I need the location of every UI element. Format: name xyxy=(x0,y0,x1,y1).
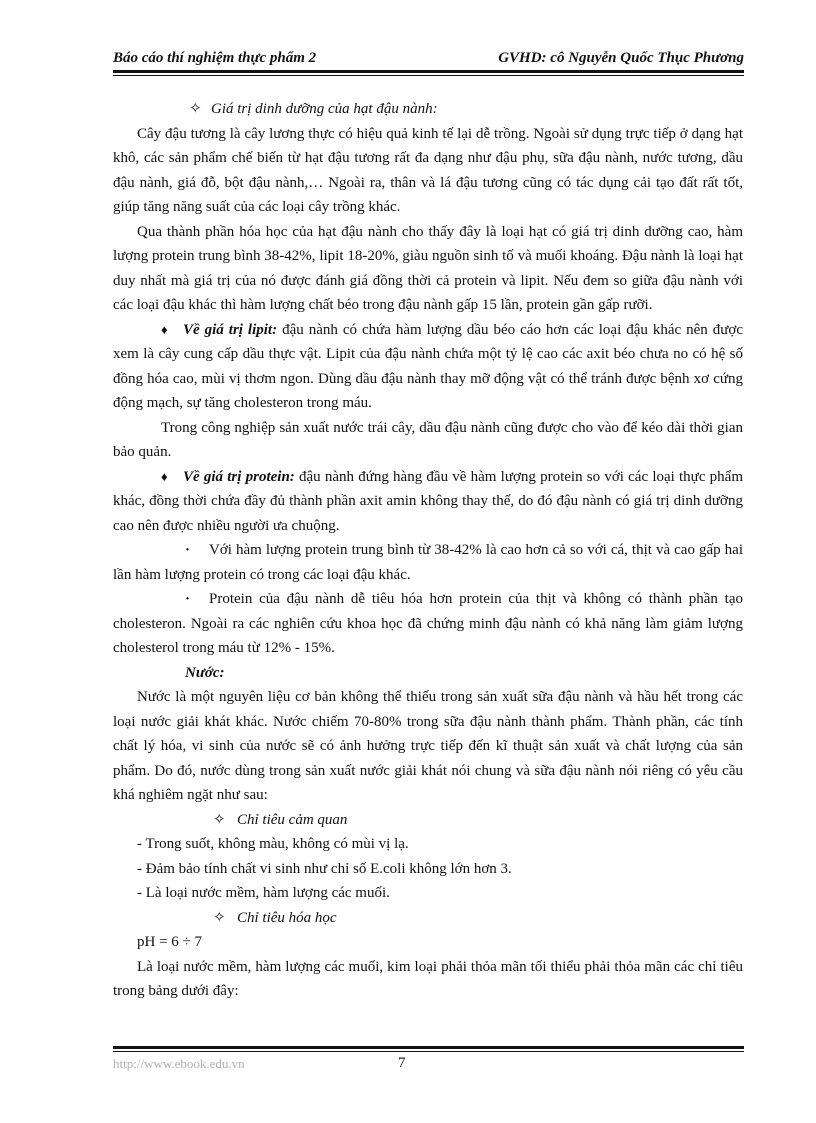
bullet-label: Về giá trị protein: xyxy=(183,468,295,485)
dot-item xyxy=(113,587,743,661)
dot-item-text: Protein của đậu nành dễ tiêu hóa hơn protein của thịt và không có thành phần tạo cholesteron. Ngoài ra các nghiên cứu khoa học đã chứng minh đậu nành có khả năng làm giảm lượng cholesterol trong máu từ 12% - 15%. xyxy=(113,591,743,656)
bullet-protein xyxy=(113,465,743,539)
ph-value: pH = 6 ÷ 7 xyxy=(137,934,203,950)
list-item: - Là loại nước mềm, hàm lượng các muối. xyxy=(137,885,390,901)
dot-bullet-icon: · xyxy=(185,542,191,558)
report-title: Báo cáo thí nghiệm thực phẩm 2 xyxy=(113,50,317,66)
section-heading-water: Nước: xyxy=(185,664,225,681)
paragraph: Trong công nghiệp sản xuất nước trái cây, dầu đậu nành cũng được cho vào để kéo dài thời gian bảo quản. xyxy=(113,419,743,460)
dot-item-text: Với hàm lượng protein trung bình từ 38-42% là cao hơn cả so với cá, thịt và cao gấp hai lần hàm lượng protein có trong các loại đậu khác. xyxy=(113,542,743,583)
bullet-text: đậu nành đứng hàng đầu về hàm lượng protein so với các loại thực phẩm khác, đồng thời chứa đầy đủ thành phần axit amin không thay thế, do đó đậu nành có giá trị dinh dưỡng cao nên được nhiều người ưa chuộng. xyxy=(113,468,744,534)
instructor-name: GVHD: cô Nguyễn Quốc Thục Phương xyxy=(498,50,744,66)
document-body xyxy=(113,97,743,1004)
header-divider-thin xyxy=(113,75,744,76)
footer-divider xyxy=(113,1046,744,1049)
dot-item xyxy=(113,538,743,587)
criteria-title-text: Chỉ tiêu cảm quan xyxy=(237,811,348,828)
diamond-bullet-icon: ♦ xyxy=(161,468,168,484)
bullet-label: Về giá trị lipit: xyxy=(183,321,278,338)
star-bullet-icon: ✧ xyxy=(189,101,202,117)
page-number: 7 xyxy=(398,1055,406,1071)
header-divider xyxy=(113,70,744,73)
bullet-text: đậu nành có chứa hàm lượng dầu béo cáo hơn các loại đậu khác nên được xem là cây cung cấp dầu thực vật. Lipit của đậu nành chứa một tỷ lệ cao các axit béo chưa no có hệ số đồng hóa cao, mùi vị thơm ngon. Dùng dầu đậu nành thay mỡ động vật có thể tránh được bệnh xơ cứng động mạch, sự tăng cholesteron trong máu. xyxy=(113,321,743,411)
diamond-bullet-icon: ♦ xyxy=(161,321,168,337)
criteria-title-text: Chỉ tiêu hóa học xyxy=(237,909,337,926)
criteria-title-chemical xyxy=(113,906,743,931)
subtitle-text: Giá trị dinh dưỡng của hạt đậu nành: xyxy=(211,101,438,117)
section-subtitle-nutrition xyxy=(113,97,743,122)
list-item: - Đảm bảo tính chất vi sinh như chỉ số E.coli không lớn hơn 3. xyxy=(137,860,512,877)
paragraph: Nước là một nguyên liệu cơ bản không thể thiếu trong sản xuất sữa đậu nành và hầu hết trong các loại nước giải khát khác. Nước chiếm 70-80% trong sữa đậu nành thành phẩm. Thành phần, các tính chất lý hóa, vi sinh của nước sẽ có ảnh hưởng trực tiếp đến kĩ thuật sản xuất và chất lượng của sản phẩm. Do đó, nước dùng trong sản xuất nước giải khát nói chung và sữa đậu nành nói riêng có yêu cầu khá nghiêm ngặt như sau: xyxy=(113,689,743,803)
footer-divider-thin xyxy=(113,1051,744,1052)
list-item: - Trong suốt, không màu, không có mùi vị lạ. xyxy=(137,836,409,852)
paragraph: Là loại nước mềm, hàm lượng các muối, kim loại phải thỏa mãn tối thiểu phải thỏa mãn các chỉ tiêu trong bảng dưới đây: xyxy=(113,958,743,999)
star-bullet-icon: ✧ xyxy=(213,909,226,926)
footer-url: http://www.ebook.edu.vn xyxy=(113,1056,245,1071)
paragraph: Cây đậu tương là cây lương thực có hiệu quả kinh tế lại dễ trồng. Ngoài sử dụng trực tiếp ở dạng hạt khô, các sản phẩm chế biến từ hạt đậu tương rất đa dạng như đậu phụ, sữa đậu nành, nước tương, dầu đậu nành, giá đỗ, bột đậu nành,… Ngoài ra, thân và lá đậu tương cũng có tác dụng cải tạo đất rất tốt, giúp tăng năng suất của các loại cây trồng khác. xyxy=(113,125,743,215)
bullet-lipit xyxy=(113,318,743,416)
star-bullet-icon: ✧ xyxy=(213,811,226,828)
criteria-title-sensory xyxy=(113,808,743,833)
paragraph: Qua thành phần hóa học của hạt đậu nành cho thấy đây là loại hạt có giá trị dinh dưỡng cao, hàm lượng protein trung bình 38-42%, lipit 18-20%, giàu nguồn sinh tố và muối khoáng. Đậu nành là loại hạt duy nhất mà giá trị của nó được đánh giá đồng thời cả protein và lipit. Nếu đem so giữa đậu nành với các loại đậu khác thì hàm lượng chất béo trong đậu nành gấp 15 lần, protein gần gấp rưỡi. xyxy=(113,223,743,313)
page-header xyxy=(113,50,744,72)
dot-bullet-icon: · xyxy=(185,591,191,607)
